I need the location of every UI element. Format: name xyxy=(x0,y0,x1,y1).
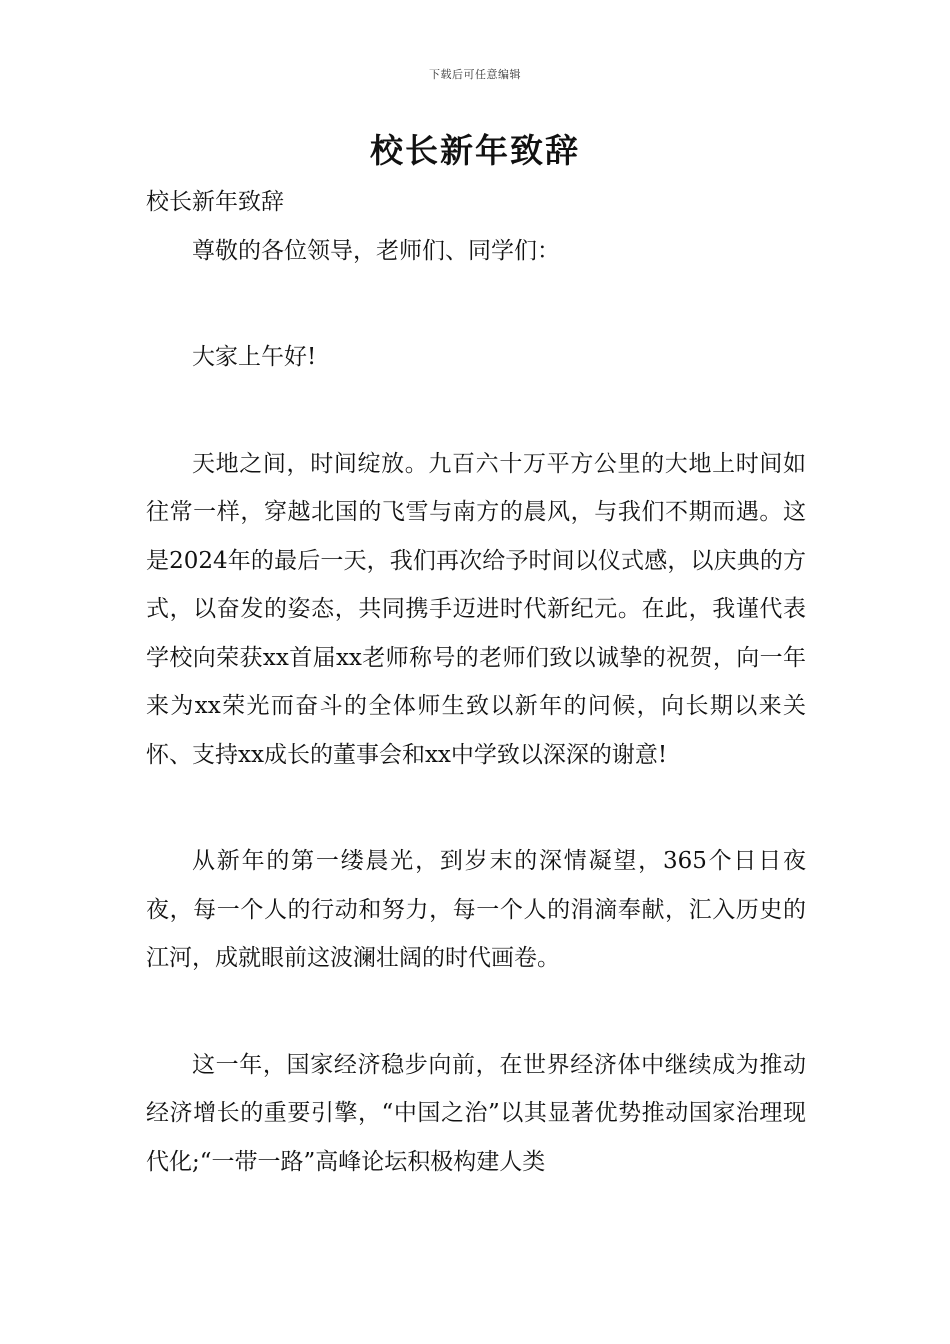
paragraph-salutation: 尊敬的各位领导，老师们、同学们： xyxy=(192,237,560,264)
paragraph-greeting: 大家上午好! xyxy=(192,344,317,370)
paragraph: 从新年的第一缕晨光，到岁末的深情凝望，365个日日夜夜，每一个人的行动和努力，每一个人的涓滴奉献，汇入历史的江河，成就眼前这波澜壮阔的时代画卷。 xyxy=(146,848,806,971)
paragraph: 这一年，国家经济稳步向前，在世界经济体中继续成为推动经济增长的重要引擎，“中国之治”以其显著优势推动国家治理现代化;“一带一路”高峰论坛积极构建人类 xyxy=(146,1051,806,1175)
paragraph-gap xyxy=(146,779,806,837)
document-title: 校长新年致辞 xyxy=(370,131,580,170)
paragraph-gap xyxy=(146,275,806,333)
document-body xyxy=(146,178,806,1186)
paragraph-gap xyxy=(146,983,806,1041)
document-subtitle: 校长新年致辞 xyxy=(146,189,284,215)
paragraph: 天地之间，时间绽放。九百六十万平方公里的大地上时间如往常一样，穿越北国的飞雪与南方的晨风，与我们不期而遇。这是2024年的最后一天，我们再次给予时间以仪式感，以庆典的方式，以奋发的姿态，共同携手迈进时代新纪元。在此，我谨代表学校向荣获xx首届xx老师称号的老师们致以诚挚的祝贺，向一年来为xx荣光而奋斗的全体师生致以新年的问候，向长期以来关怀、支持xx成长的董事会和xx中学致以深深的谢意! xyxy=(146,450,806,768)
paragraph-gap xyxy=(146,382,806,440)
header-note: 下载后可任意编辑 xyxy=(429,68,521,81)
